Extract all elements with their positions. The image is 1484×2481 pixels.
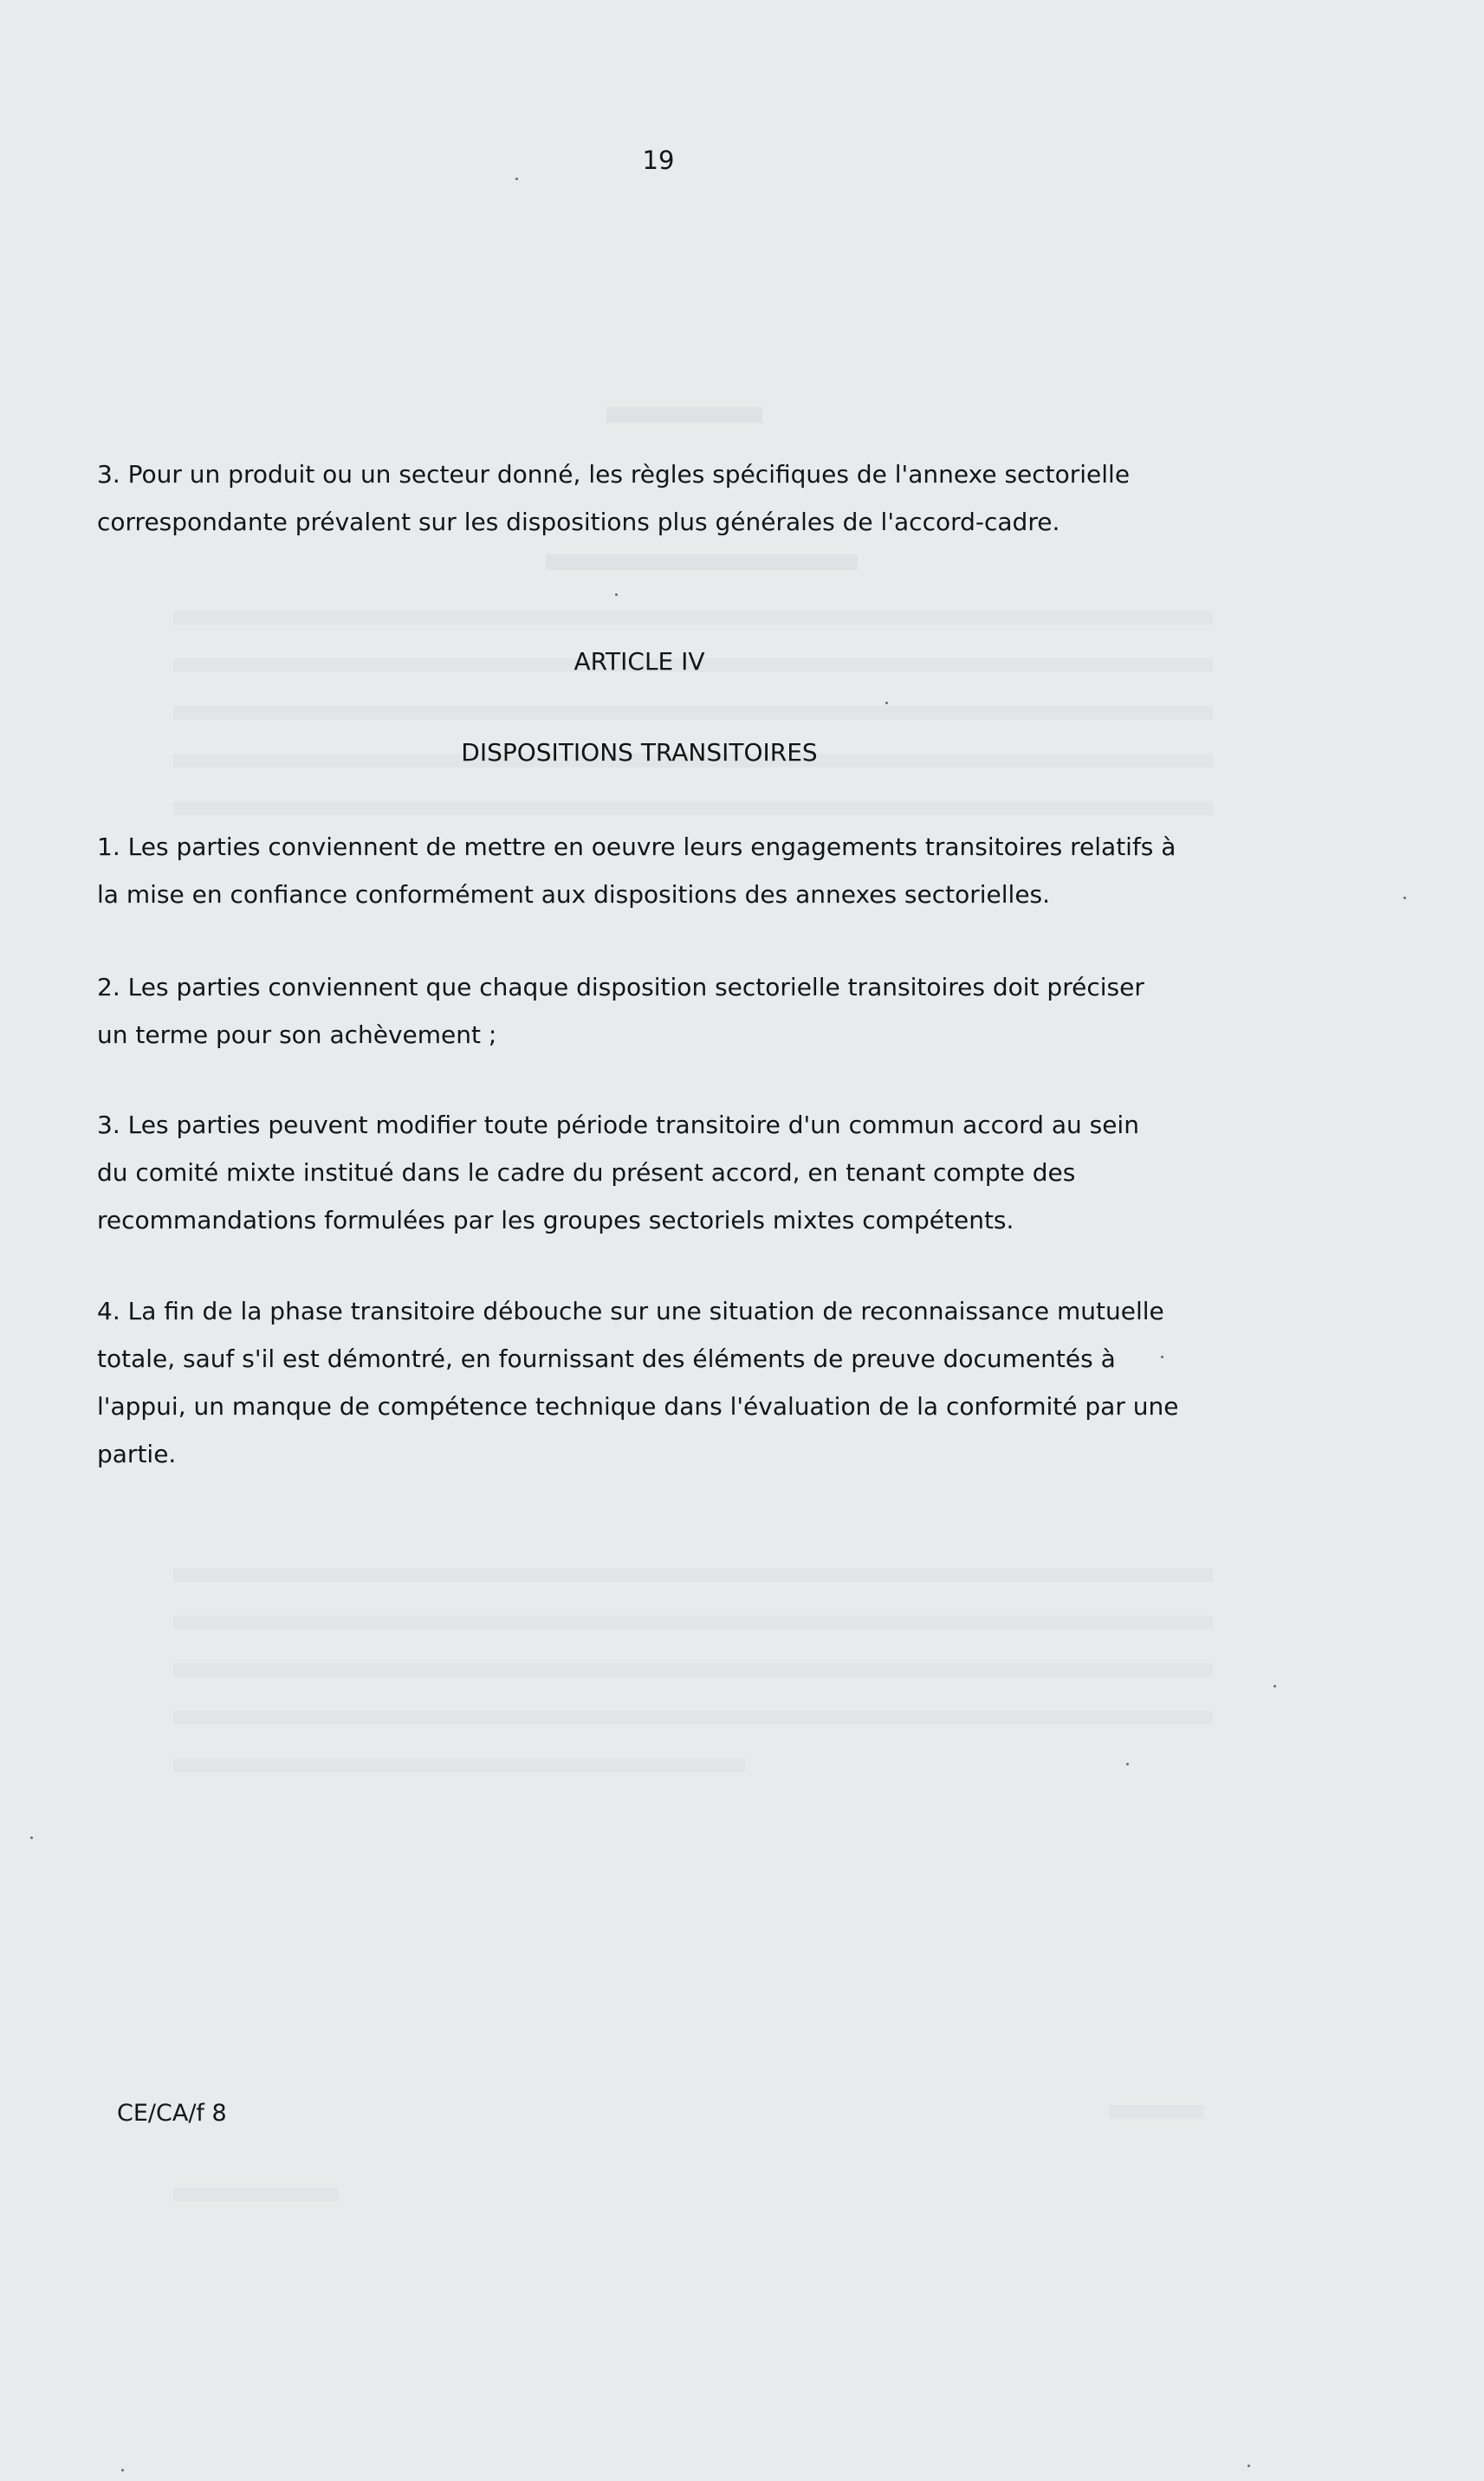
document-reference-code: CE/CA/f 8 [117, 2100, 227, 2127]
intro-line: correspondante prévalent sur les dispositions plus générales de l'accord-cadre. [97, 508, 1060, 536]
paragraph-line: du comité mixte institué dans le cadre du présent accord, en tenant compte des [97, 1158, 1076, 1187]
paragraph-2 [97, 963, 1223, 1059]
paragraph-3 [97, 1101, 1223, 1244]
paragraph-4 [97, 1287, 1223, 1478]
scan-speck [1403, 897, 1406, 899]
paragraph-line: 1. Les parties conviennent de mettre en oeuvre leurs engagements transitoires relatifs à [97, 832, 1176, 861]
paragraph-line: 4. La fin de la phase transitoire débouche sur une situation de reconnaissance mutuelle [97, 1297, 1164, 1325]
paragraph-1 [97, 823, 1223, 918]
intro-paragraph [97, 450, 1223, 546]
scan-speck [885, 702, 888, 704]
scan-speck [1126, 1763, 1129, 1765]
scan-speck [30, 1836, 33, 1839]
scan-speck [121, 2469, 124, 2471]
paragraph-line: 3. Les parties peuvent modifier toute période transitoire d'un commun accord au sein [97, 1111, 1139, 1139]
paragraph-line: totale, sauf s'il est démontré, en fournissant des éléments de preuve documentés à [97, 1344, 1116, 1373]
paragraph-line: la mise en confiance conformément aux dispositions des annexes sectorielles. [97, 880, 1051, 909]
paragraph-line: 2. Les parties conviennent que chaque disposition sectorielle transitoires doit préciser [97, 973, 1144, 1001]
scan-speck [515, 178, 518, 180]
section-heading: DISPOSITIONS TRANSITOIRES [461, 738, 818, 767]
scan-speck [1273, 1685, 1276, 1687]
paragraph-line: partie. [97, 1440, 177, 1468]
scan-speck [1247, 2465, 1250, 2467]
paragraph-line: un terme pour son achèvement ; [97, 1020, 497, 1049]
paragraph-line: recommandations formulées par les groupes sectoriels mixtes compétents. [97, 1206, 1014, 1234]
scan-speck [615, 593, 618, 596]
article-heading: ARTICLE IV [574, 647, 705, 676]
page-number: 19 [642, 146, 675, 175]
intro-line: 3. Pour un produit ou un secteur donné, les règles spécifiques de l'annexe sectorielle [97, 460, 1131, 489]
paragraph-line: l'appui, un manque de compétence technique dans l'évaluation de la conformité par une [97, 1392, 1179, 1421]
